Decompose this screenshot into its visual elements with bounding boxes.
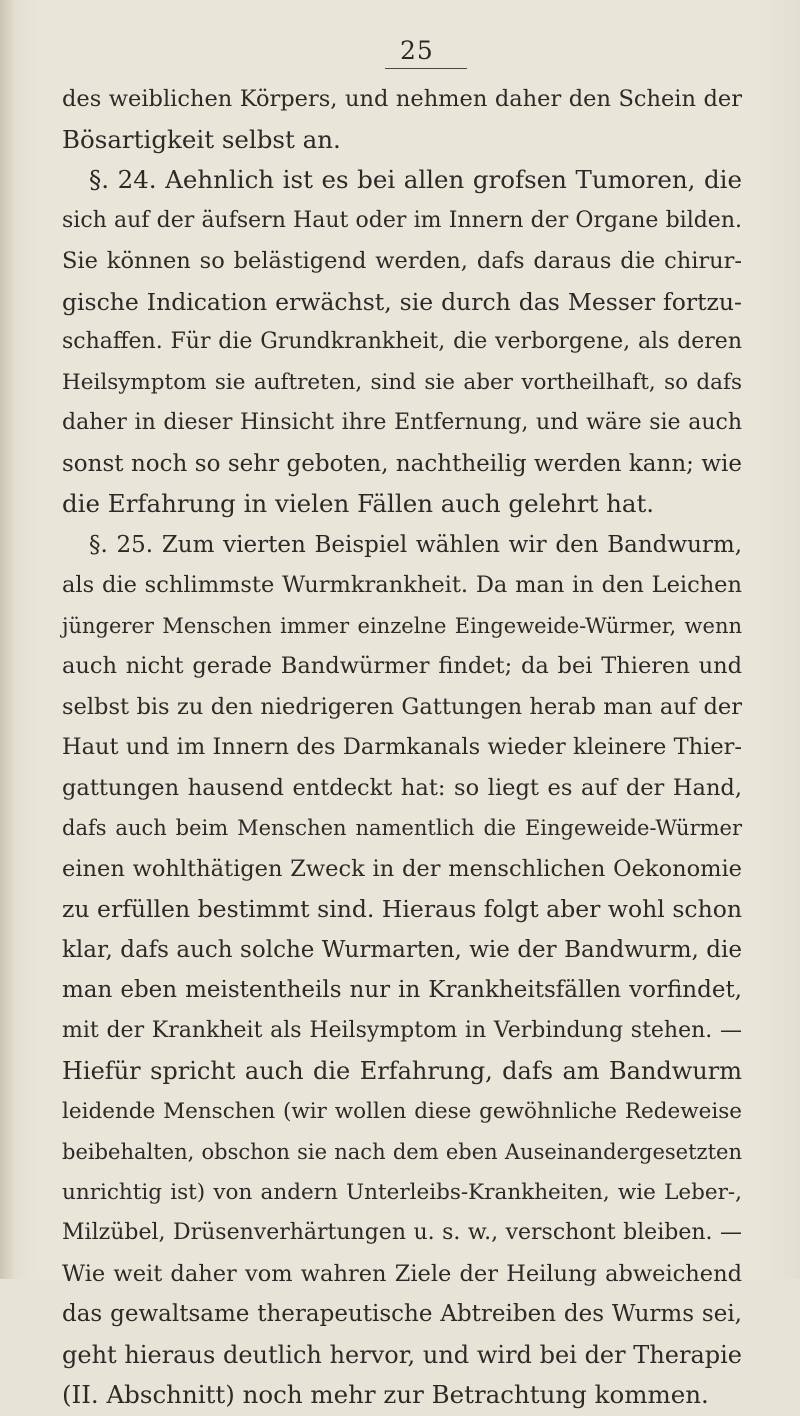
text-line: einen wohlthätigen Zweck in der menschlichen Oekonomie: [62, 855, 742, 882]
text-line: Heilsymptom sie auftreten, sind sie aber vortheilhaft, so dafs: [62, 369, 742, 395]
text-line: Hiefür spricht auch die Erfahrung, dafs am Bandwurm: [62, 1057, 742, 1085]
body-text: [62, 79, 742, 1416]
text-line: das gewaltsame therapeutische Abtreiben des Wurms sei,: [62, 1301, 742, 1327]
text-line: Haut und im Innern des Darmkanals wieder kleinere Thier-: [62, 734, 742, 760]
text-line: die Erfahrung in vielen Fällen auch gelehrt hat.: [62, 489, 655, 518]
paragraph-25-first-line: §. 25. Zum vierten Beispiel wählen wir den Bandwurm,: [89, 531, 742, 558]
text-line: auch nicht gerade Bandwürmer findet; da bei Thieren und: [62, 653, 742, 679]
paragraph-24-first-line: §. 24. Aehnlich ist es bei allen grofsen Tumoren, die: [89, 165, 742, 194]
text-line: beibehalten, obschon sie nach dem eben Auseinandergesetzten: [62, 1140, 742, 1164]
text-line: daher in dieser Hinsicht ihre Entfernung, und wäre sie auch: [62, 410, 742, 435]
text-line: schaffen. Für die Grundkrankheit, die verborgene, als deren: [62, 329, 742, 354]
text-line: dafs auch beim Menschen namentlich die Eingeweide-Würmer: [62, 816, 742, 840]
text-line: als die schlimmste Wurmkrankheit. Da man in den Leichen: [62, 572, 742, 598]
text-line: leidende Menschen (wir wollen diese gewöhnliche Redeweise: [62, 1098, 742, 1124]
text-line: gische Indication erwächst, sie durch das Messer fortzu-: [62, 287, 742, 316]
text-line: man eben meistentheils nur in Krankheitsfällen vorfindet,: [62, 977, 742, 1003]
text-line: jüngerer Menschen immer einzelne Eingeweide-Würmer, wenn: [62, 613, 742, 638]
text-line: selbst bis zu den niedrigeren Gattungen herab man auf der: [62, 693, 742, 720]
text-line: Wie weit daher vom wahren Ziele der Heilung abweichend: [62, 1260, 742, 1287]
binding-edge: [0, 0, 14, 1279]
text-line: des weiblichen Körpers, und nehmen daher den Schein der: [62, 86, 742, 112]
text-line: (II. Abschnitt) noch mehr zur Betrachtung kommen.: [62, 1380, 709, 1409]
text-line: unrichtig ist) von andern Unterleibs-Krankheiten, wie Leber-,: [62, 1179, 742, 1205]
text-line: Sie können so belästigend werden, dafs daraus die chirur-: [62, 248, 742, 274]
text-line: gattungen hausend entdeckt hat: so liegt es auf der Hand,: [62, 774, 742, 801]
text-line: Milzübel, Drüsenverhärtungen u. s. w., verschont bleiben. —: [62, 1220, 742, 1245]
text-line: klar, dafs auch solche Wurmarten, wie der Bandwurm, die: [62, 936, 742, 963]
text-line: sonst noch so sehr geboten, nachtheilig werden kann; wie: [62, 450, 742, 477]
text-line: Bösartigkeit selbst an.: [62, 124, 341, 154]
text-line: mit der Krankheit als Heilsymptom in Verbindung stehen. —: [62, 1017, 742, 1043]
page-number-rule: [385, 68, 467, 69]
text-line: zu erfüllen bestimmt sind. Hieraus folgt aber wohl schon: [62, 895, 742, 923]
text-line: sich auf der äufsern Haut oder im Innern der Organe bilden.: [62, 207, 742, 233]
page-number: 25: [400, 36, 434, 65]
text-line: geht hieraus deutlich hervor, und wird bei der Therapie: [62, 1340, 742, 1369]
